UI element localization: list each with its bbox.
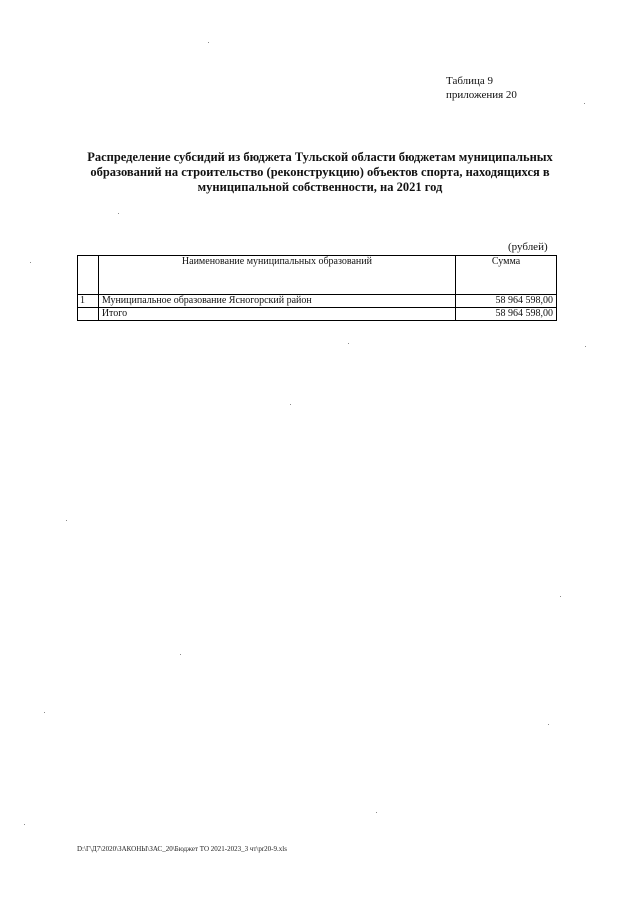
row-name-cell: Муниципальное образование Ясногорский район bbox=[98, 295, 455, 308]
scan-speck bbox=[44, 712, 45, 713]
scan-speck bbox=[376, 812, 377, 813]
file-path-footer: D:\Г\Д7\2020\ЗАКОНЫ\ЗАС_20\Бюджет ТО 2021-2023_3 чт\pr20-9.xls bbox=[77, 845, 287, 853]
table-reference-note bbox=[446, 74, 517, 102]
row-number-cell: 1 bbox=[78, 295, 99, 308]
scan-speck bbox=[66, 520, 67, 521]
total-sum-cell: 58 964 598,00 bbox=[456, 308, 557, 321]
scan-speck bbox=[24, 824, 25, 825]
scan-speck bbox=[180, 654, 181, 655]
column-header-name: Наименование муниципальных образований bbox=[98, 256, 455, 295]
scan-speck bbox=[560, 596, 561, 597]
table-total-row bbox=[78, 308, 557, 321]
units-label: (рублей) bbox=[508, 241, 548, 253]
table-header-row bbox=[78, 256, 557, 295]
scan-speck bbox=[30, 262, 31, 263]
subsidy-table bbox=[77, 255, 557, 321]
scan-speck bbox=[584, 103, 585, 104]
scan-speck bbox=[548, 724, 549, 725]
table-number: Таблица 9 bbox=[446, 75, 494, 87]
document-title: Распределение субсидий из бюджета Тульской области бюджетам муниципальных образований на строительство (реконструкцию) объектов спорта, находящихся в муниципальной собственности, на 2021 год bbox=[87, 150, 553, 194]
column-header-sum: Сумма bbox=[456, 256, 557, 295]
scan-speck bbox=[290, 404, 291, 405]
total-label-cell: Итого bbox=[98, 308, 455, 321]
column-header-number bbox=[78, 256, 99, 295]
appendix-number: приложения 20 bbox=[446, 89, 517, 101]
total-number-cell bbox=[78, 308, 99, 321]
scan-speck bbox=[208, 42, 209, 43]
scan-speck bbox=[585, 346, 586, 347]
scan-speck bbox=[348, 343, 349, 344]
row-sum-cell: 58 964 598,00 bbox=[456, 295, 557, 308]
scan-speck bbox=[118, 213, 119, 214]
table-row bbox=[78, 295, 557, 308]
